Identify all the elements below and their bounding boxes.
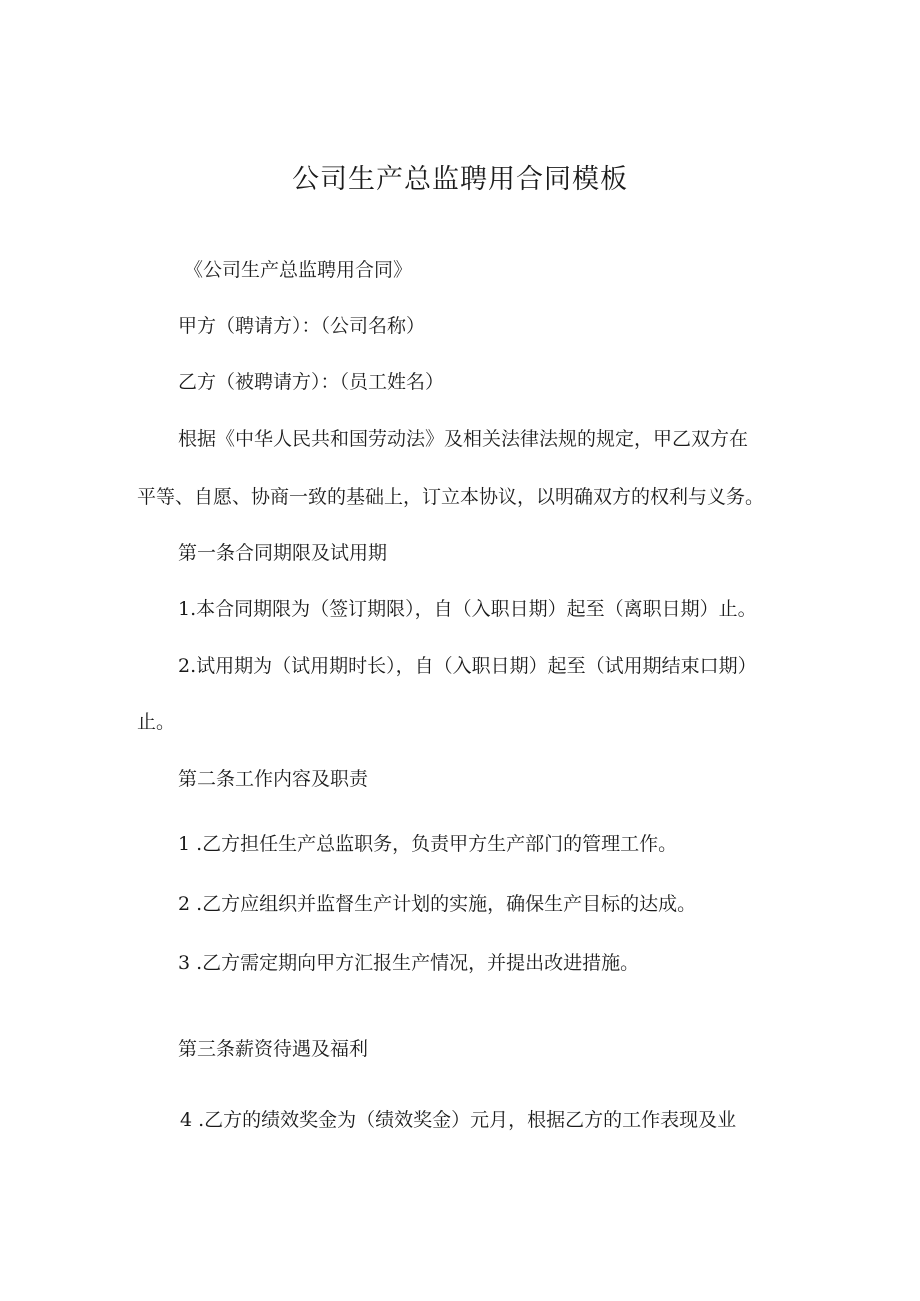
document-title: 公司生产总监聘用合同模板 xyxy=(292,164,628,195)
article-1-item-2: 2.试用期为（试用期时长），自（入职日期）起至（试用期结束口期） xyxy=(178,655,757,677)
article-3-heading: 第三条薪资待遇及福利 xyxy=(178,1038,369,1060)
article-3-item-4: 4 .乙方的绩效奖金为（绩效奖金）元月，根据乙方的工作表现及业 xyxy=(180,1109,737,1131)
preamble-line-2: 平等、自愿、协商一致的基础上，订立本协议，以明确双方的权利与义务。 xyxy=(137,486,765,508)
article-2-item-3: 3 .乙方需定期向甲方汇报生产情况，并提出改进措施。 xyxy=(178,952,640,974)
preamble-line-1: 根据《中华人民共和国劳动法》及相关法律法规的规定，甲乙双方在 xyxy=(178,428,749,450)
article-1-item-2-continued: 止。 xyxy=(137,711,176,733)
article-1-item-1: 1.本合同期限为（签订期限），自（入职日期）起至（离职日期）止。 xyxy=(178,598,757,620)
article-2-item-1: 1 .乙方担任生产总监职务，负责甲方生产部门的管理工作。 xyxy=(178,833,678,855)
party-b-line: 乙方（被聘请方）：（员工姓名） xyxy=(178,371,445,393)
article-2-heading: 第二条工作内容及职责 xyxy=(178,768,369,790)
contract-name-line: 《公司生产总监聘用合同》 xyxy=(184,259,413,281)
article-1-heading: 第一条合同期限及试用期 xyxy=(178,542,388,564)
article-2-item-2: 2 .乙方应组织并监督生产计划的实施，确保生产目标的达成。 xyxy=(178,893,697,915)
party-a-line: 甲方（聘请方）：（公司名称） xyxy=(178,315,426,337)
